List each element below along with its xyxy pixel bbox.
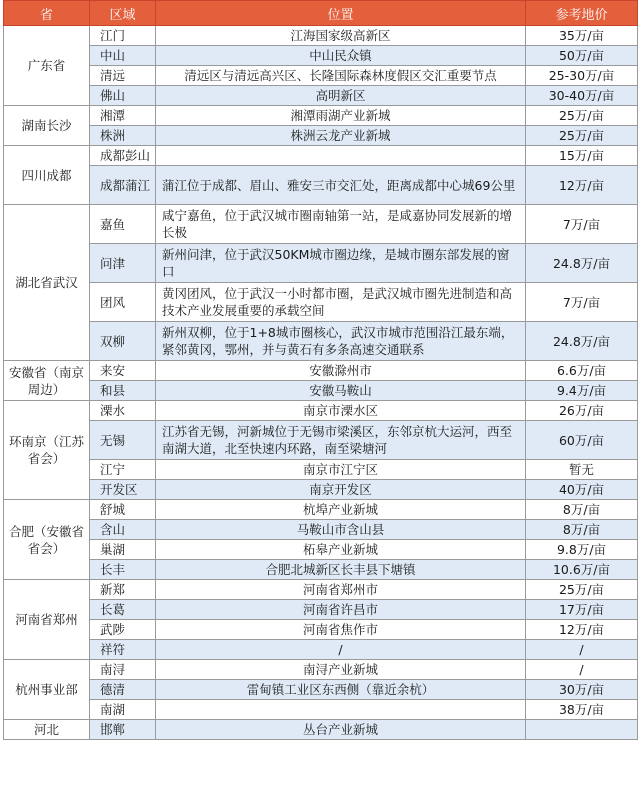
area-cell: 溧水 — [90, 401, 156, 421]
price-cell: 12万/亩 — [526, 166, 638, 205]
price-cell: 60万/亩 — [526, 421, 638, 460]
table-row — [4, 322, 638, 361]
table-row — [4, 361, 638, 381]
location-cell: 湘潭雨湖产业新城 — [156, 106, 526, 126]
area-cell: 舒城 — [90, 500, 156, 520]
location-cell: 河南省许昌市 — [156, 600, 526, 620]
location-cell: 高明新区 — [156, 86, 526, 106]
land-price-table — [3, 0, 638, 740]
price-cell: 17万/亩 — [526, 600, 638, 620]
price-cell — [526, 720, 638, 740]
table-row — [4, 480, 638, 500]
area-cell: 团风 — [90, 283, 156, 322]
price-cell: 26万/亩 — [526, 401, 638, 421]
price-cell: 9.4万/亩 — [526, 381, 638, 401]
area-cell: 德清 — [90, 680, 156, 700]
location-cell: 河南省焦作市 — [156, 620, 526, 640]
area-cell: 含山 — [90, 520, 156, 540]
province-cell: 河南省郑州 — [4, 580, 90, 660]
location-cell: 株洲云龙产业新城 — [156, 126, 526, 146]
table-row — [4, 520, 638, 540]
area-cell: 巢湖 — [90, 540, 156, 560]
header-area: 区域 — [90, 1, 156, 26]
table-row — [4, 126, 638, 146]
province-cell: 湖北省武汉 — [4, 205, 90, 361]
area-cell: 武陟 — [90, 620, 156, 640]
area-cell: 株洲 — [90, 126, 156, 146]
province-cell: 安徽省（南京周边） — [4, 361, 90, 401]
province-cell: 河北 — [4, 720, 90, 740]
table-row — [4, 46, 638, 66]
table-row — [4, 620, 638, 640]
table-row — [4, 26, 638, 46]
area-cell: 长葛 — [90, 600, 156, 620]
area-cell: 邯郸 — [90, 720, 156, 740]
location-cell: 杭埠产业新城 — [156, 500, 526, 520]
price-cell: 25万/亩 — [526, 106, 638, 126]
header-location: 位置 — [156, 1, 526, 26]
province-cell: 四川成都 — [4, 146, 90, 205]
price-cell: 25万/亩 — [526, 580, 638, 600]
area-cell: 双柳 — [90, 322, 156, 361]
province-cell: 广东省 — [4, 26, 90, 106]
table-row — [4, 720, 638, 740]
location-cell: 河南省郑州市 — [156, 580, 526, 600]
area-cell: 南湖 — [90, 700, 156, 720]
table-row — [4, 166, 638, 205]
province-cell: 环南京（江苏省会） — [4, 401, 90, 500]
price-cell: 8万/亩 — [526, 520, 638, 540]
area-cell: 佛山 — [90, 86, 156, 106]
price-cell: 30-40万/亩 — [526, 86, 638, 106]
area-cell: 和县 — [90, 381, 156, 401]
price-cell: 9.8万/亩 — [526, 540, 638, 560]
price-cell: 25-30万/亩 — [526, 66, 638, 86]
location-cell: 柘皋产业新城 — [156, 540, 526, 560]
table-row — [4, 66, 638, 86]
table-row — [4, 401, 638, 421]
price-cell: 25万/亩 — [526, 126, 638, 146]
price-cell: / — [526, 640, 638, 660]
location-cell: 丛台产业新城 — [156, 720, 526, 740]
area-cell: 新郑 — [90, 580, 156, 600]
location-cell: 咸宁嘉鱼，位于武汉城市圈南轴第一站，是咸嘉协同发展新的增长极 — [156, 205, 526, 244]
table-row — [4, 283, 638, 322]
area-cell: 成都彭山 — [90, 146, 156, 166]
price-cell: 暂无 — [526, 460, 638, 480]
area-cell: 中山 — [90, 46, 156, 66]
location-cell: 南京市溧水区 — [156, 401, 526, 421]
price-cell: 35万/亩 — [526, 26, 638, 46]
location-cell: 江苏省无锡，河新城位于无锡市梁溪区，东邻京杭大运河，西至南湖大道，北至快速内环路，南至梁塘河 — [156, 421, 526, 460]
header-row — [4, 1, 638, 26]
area-cell: 无锡 — [90, 421, 156, 460]
table-row — [4, 146, 638, 166]
area-cell: 开发区 — [90, 480, 156, 500]
location-cell — [156, 700, 526, 720]
location-cell — [156, 146, 526, 166]
table-row — [4, 580, 638, 600]
area-cell: 来安 — [90, 361, 156, 381]
table-row — [4, 560, 638, 580]
table-row — [4, 500, 638, 520]
area-cell: 湘潭 — [90, 106, 156, 126]
location-cell: 南京市江宁区 — [156, 460, 526, 480]
location-cell: 蒲江位于成都、眉山、雅安三市交汇处，距离成都中心城69公里 — [156, 166, 526, 205]
price-cell: / — [526, 660, 638, 680]
location-cell: 南京开发区 — [156, 480, 526, 500]
area-cell: 江宁 — [90, 460, 156, 480]
area-cell: 祥符 — [90, 640, 156, 660]
location-cell: 江海国家级高新区 — [156, 26, 526, 46]
price-cell: 12万/亩 — [526, 620, 638, 640]
price-cell: 7万/亩 — [526, 283, 638, 322]
price-cell: 38万/亩 — [526, 700, 638, 720]
location-cell: 黄冈团风，位于武汉一小时都市圈，是武汉城市圈先进制造和高技术产业发展重要的承载空间 — [156, 283, 526, 322]
location-cell: / — [156, 640, 526, 660]
table-row — [4, 244, 638, 283]
location-cell: 中山民众镇 — [156, 46, 526, 66]
table-row — [4, 640, 638, 660]
header-province: 省 — [4, 1, 90, 26]
location-cell: 南浔产业新城 — [156, 660, 526, 680]
area-cell: 问津 — [90, 244, 156, 283]
price-cell: 10.6万/亩 — [526, 560, 638, 580]
table-row — [4, 381, 638, 401]
price-cell: 30万/亩 — [526, 680, 638, 700]
price-cell: 50万/亩 — [526, 46, 638, 66]
location-cell: 马鞍山市含山县 — [156, 520, 526, 540]
price-cell: 24.8万/亩 — [526, 244, 638, 283]
table-row — [4, 460, 638, 480]
location-cell: 安徽马鞍山 — [156, 381, 526, 401]
table-row — [4, 700, 638, 720]
price-cell: 24.8万/亩 — [526, 322, 638, 361]
table-row — [4, 205, 638, 244]
area-cell: 嘉鱼 — [90, 205, 156, 244]
price-cell: 8万/亩 — [526, 500, 638, 520]
province-cell: 湖南长沙 — [4, 106, 90, 146]
header-price: 参考地价 — [526, 1, 638, 26]
table-row — [4, 421, 638, 460]
area-cell: 长丰 — [90, 560, 156, 580]
area-cell: 成都蒲江 — [90, 166, 156, 205]
province-cell: 合肥（安徽省省会） — [4, 500, 90, 580]
area-cell: 南浔 — [90, 660, 156, 680]
location-cell: 清远区与清远高兴区、长隆国际森林度假区交汇重要节点 — [156, 66, 526, 86]
table-row — [4, 600, 638, 620]
location-cell: 新州双柳，位于1+8城市圈核心，武汉市城市范围沿江最东端，紧邻黄冈，鄂州，并与黄石有多条高速交通联系 — [156, 322, 526, 361]
location-cell: 雷甸镇工业区东西侧（靠近余杭） — [156, 680, 526, 700]
area-cell: 江门 — [90, 26, 156, 46]
location-cell: 新州问津，位于武汉50KM城市圈边缘，是城市圈东部发展的窗口 — [156, 244, 526, 283]
price-cell: 40万/亩 — [526, 480, 638, 500]
table-row — [4, 86, 638, 106]
price-cell: 15万/亩 — [526, 146, 638, 166]
price-cell: 7万/亩 — [526, 205, 638, 244]
location-cell: 合肥北城新区长丰县下塘镇 — [156, 560, 526, 580]
table-row — [4, 660, 638, 680]
table-row — [4, 540, 638, 560]
province-cell: 杭州事业部 — [4, 660, 90, 720]
table-row — [4, 106, 638, 126]
table-row — [4, 680, 638, 700]
area-cell: 清远 — [90, 66, 156, 86]
price-cell: 6.6万/亩 — [526, 361, 638, 381]
location-cell: 安徽滁州市 — [156, 361, 526, 381]
